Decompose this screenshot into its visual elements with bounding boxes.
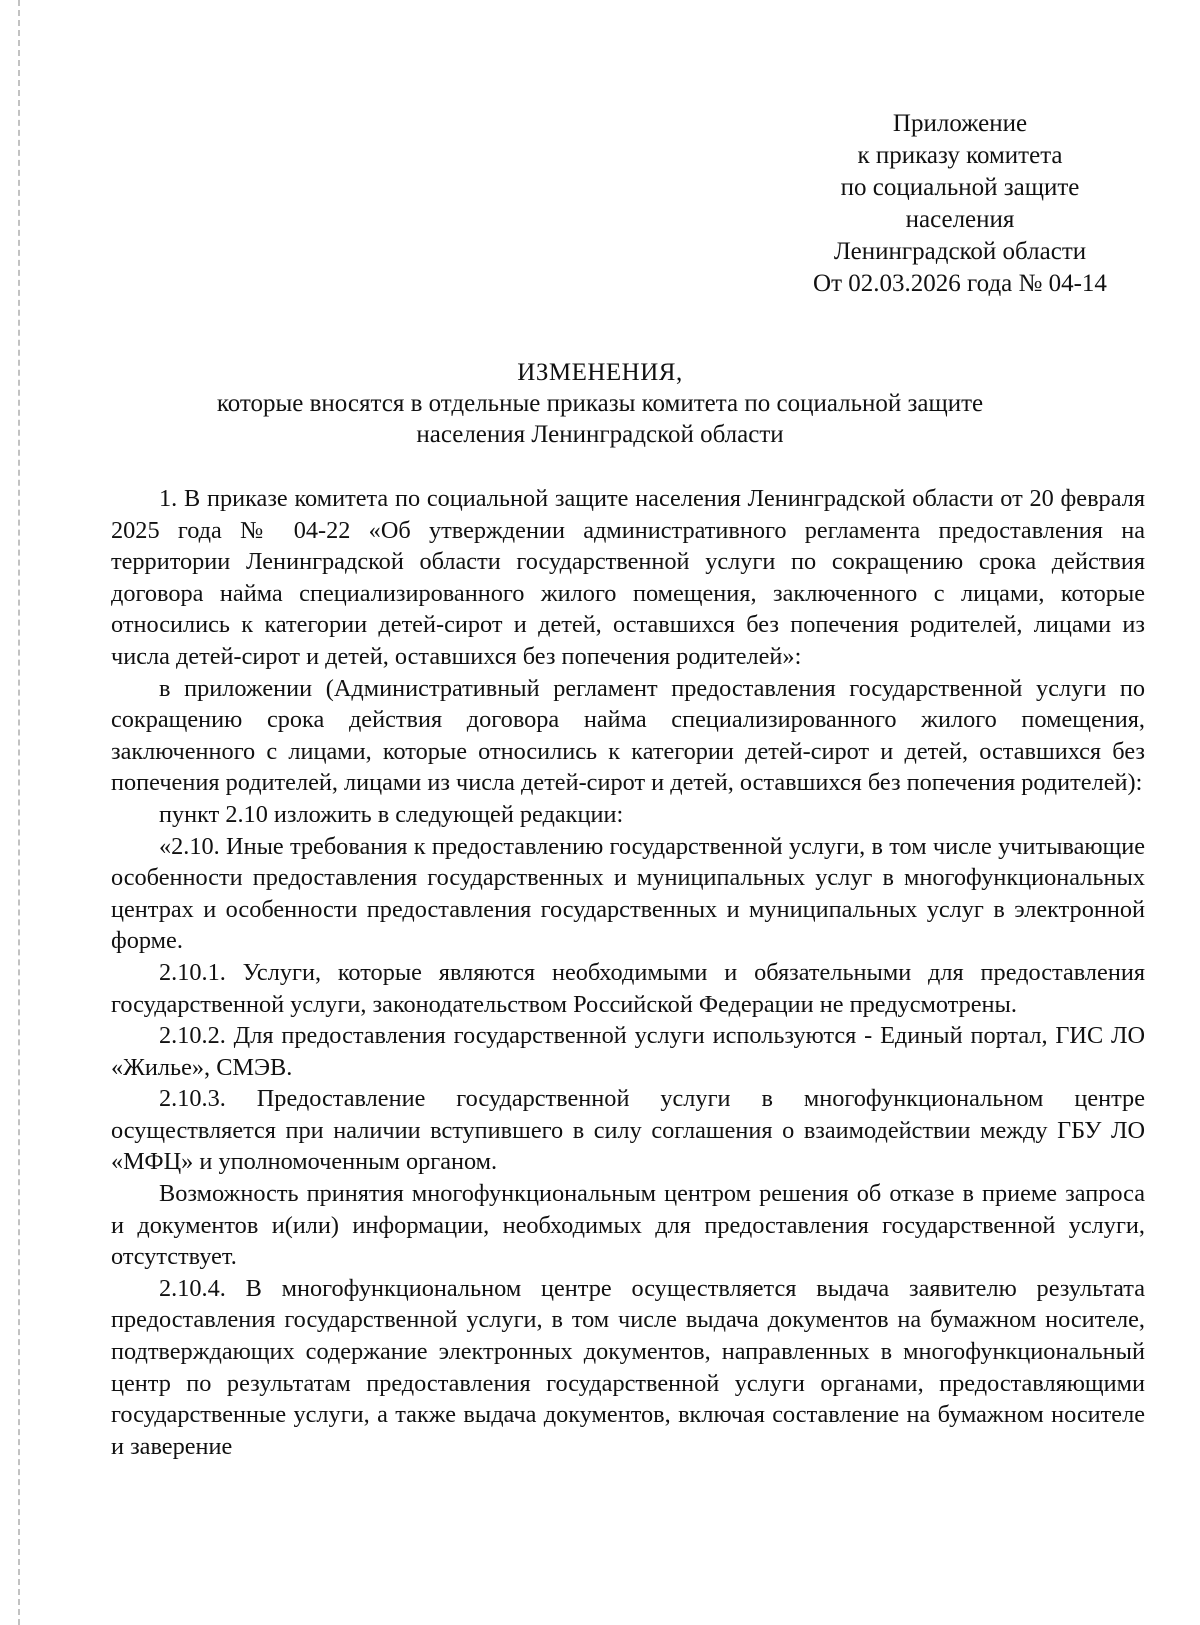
scan-edge-marks: [18, 0, 20, 1625]
approval-line-date-number: От 02.03.2026 года № 04-14: [813, 270, 1107, 297]
paragraph-appendix: в приложении (Административный регламент предоставления государственной услуги по сокращению срока действия договора найма специализированного жилого помещения, заключенного с лицами, которые относились к категории детей-сирот и детей, оставшихся без попечения родителей, лицами из числа детей-сирот и детей, оставшихся без попечения родителей):: [111, 674, 1145, 797]
approval-block: [760, 108, 1160, 300]
approval-line: населения: [905, 206, 1015, 233]
paragraph-clause-2-10-3: 2.10.3. Предоставление государственной услуги в многофункциональном центре осуществляется при наличии вступившего в силу соглашения о взаимодействии между ГБУ ЛО «МФЦ» и уполномоченным органом.: [111, 1085, 1145, 1176]
document-subtitle-line: населения Ленинградской области: [416, 421, 784, 448]
paragraph-clause-2-10-2: 2.10.2. Для предоставления государственной услуги используются - Единый портал, ГИС ЛО «Жилье», СМЭВ.: [111, 1022, 1145, 1081]
approval-line: по социальной защите: [840, 174, 1080, 201]
document-heading: [100, 357, 1100, 450]
paragraph-clause-2-10-1: 2.10.1. Услуги, которые являются необходимыми и обязательными для предоставления государственной услуги, законодательством Российской Федерации не предусмотрены.: [111, 958, 1145, 1018]
document-title: ИЗМЕНЕНИЯ,: [517, 359, 683, 386]
document-subtitle-line: которые вносятся в отдельные приказы комитета по социальной защите: [216, 390, 984, 417]
paragraph-item-1: 1. В приказе комитета по социальной защите населения Ленинградской области от 20 февраля 2025 года № 04-22 «Об утверждении административного регламента предоставления на территории Ленинградской области государственной услуги по сокращению срока действия договора найма специализированного жилого помещения, заключенного с лицами, которые относились к категории детей-сирот и детей, оставшихся без попечения родителей, лицами из числа детей-сирот и детей, оставшихся без попечения родителей»:: [111, 485, 1145, 670]
paragraph-instruction: пункт 2.10 изложить в следующей редакции:: [159, 800, 624, 828]
paragraph-clause-2-10-4: 2.10.4. В многофункциональном центре осуществляется выдача заявителю результата предоставления государственной услуги, в том числе выдача документов на бумажном носителе, подтверждающих содержание электронных документов, направленных в многофункциональный центр по результатам предоставления государственной услуги органами, предоставляющими государственные услуги, а также выдача документов, включая составление на бумажном носителе и заверение: [111, 1274, 1145, 1460]
document-body: [111, 483, 1145, 1462]
approval-line: к приказу комитета: [857, 142, 1063, 169]
approval-line: Приложение: [892, 110, 1028, 137]
approval-line: Ленинградской области: [833, 238, 1087, 265]
paragraph-refusal-note: Возможность принятия многофункциональным центром решения об отказе в приеме запроса и документов и(или) информации, необходимых для предоставления государственной услуги, отсутствует.: [111, 1180, 1145, 1271]
paragraph-clause-2-10: «2.10. Иные требования к предоставлению государственной услуги, в том числе учитывающие особенности предоставления государственных и муниципальных услуг в многофункциональных центрах и особенности предоставления государственных и муниципальных услуг в электронной форме.: [111, 832, 1145, 955]
